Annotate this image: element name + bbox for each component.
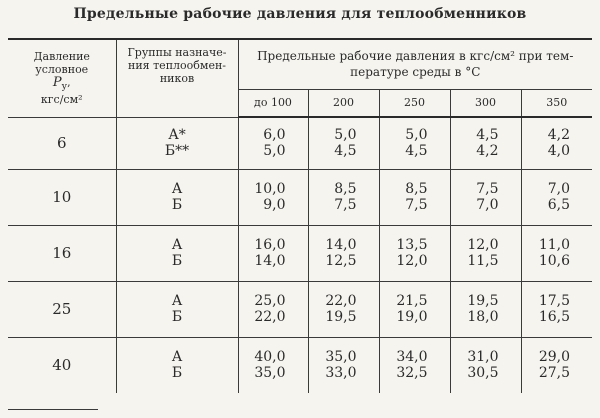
temp-header: 200	[308, 89, 379, 117]
temp-header: 300	[450, 89, 521, 117]
nominal-pressure-cell: 6	[8, 117, 116, 169]
group-cell: А Б	[116, 281, 238, 337]
value-cell: 35,0 33,0	[308, 337, 379, 393]
header-working-pressure: Предельные рабочие давления в кгс/см² при тем- пературе среды в °С	[238, 39, 592, 89]
value-cell: 12,0 11,5	[450, 225, 521, 281]
header-groups: Группы назначе- ния теплообмен- ников	[116, 39, 238, 117]
value-cell: 25,0 22,0	[238, 281, 308, 337]
value-cell: 22,0 19,5	[308, 281, 379, 337]
header-nominal-pressure: Давление условное $Р_у$, кгс/см²	[8, 39, 116, 117]
table-row	[8, 337, 592, 393]
nominal-pressure-cell: 10	[8, 169, 116, 225]
table-row	[8, 117, 592, 169]
value-cell: 19,5 18,0	[450, 281, 521, 337]
temp-header: 350	[521, 89, 592, 117]
value-cell: 14,0 12,5	[308, 225, 379, 281]
table-title: Предельные рабочие давления для теплообменников	[73, 6, 527, 22]
table-row	[8, 281, 592, 337]
value-cell: 17,5 16,5	[521, 281, 592, 337]
footnote-divider	[8, 409, 98, 410]
temp-header: 250	[379, 89, 450, 117]
temp-header: до 100	[238, 89, 308, 117]
value-cell: 11,0 10,6	[521, 225, 592, 281]
value-cell: 31,0 30,5	[450, 337, 521, 393]
table-row	[8, 225, 592, 281]
value-cell: 16,0 14,0	[238, 225, 308, 281]
group-cell: А Б	[116, 225, 238, 281]
group-cell: А Б	[116, 169, 238, 225]
group-cell: А* Б**	[116, 117, 238, 169]
value-cell: 5,0 4,5	[308, 117, 379, 169]
value-cell: 21,5 19,0	[379, 281, 450, 337]
value-cell: 8,5 7,5	[308, 169, 379, 225]
value-cell: 7,5 7,0	[450, 169, 521, 225]
group-cell: А Б	[116, 337, 238, 393]
value-cell: 7,0 6,5	[521, 169, 592, 225]
value-cell: 29,0 27,5	[521, 337, 592, 393]
value-cell: 6,0 5,0	[238, 117, 308, 169]
value-cell: 8,5 7,5	[379, 169, 450, 225]
value-cell: 5,0 4,5	[379, 117, 450, 169]
table-row	[8, 169, 592, 225]
value-cell: 4,5 4,2	[450, 117, 521, 169]
value-cell: 10,0 9,0	[238, 169, 308, 225]
nominal-pressure-cell: 25	[8, 281, 116, 337]
pressure-table	[8, 38, 592, 393]
nominal-pressure-cell: 16	[8, 225, 116, 281]
value-cell: 34,0 32,5	[379, 337, 450, 393]
value-cell: 13,5 12,0	[379, 225, 450, 281]
value-cell: 40,0 35,0	[238, 337, 308, 393]
value-cell: 4,2 4,0	[521, 117, 592, 169]
nominal-pressure-cell: 40	[8, 337, 116, 393]
